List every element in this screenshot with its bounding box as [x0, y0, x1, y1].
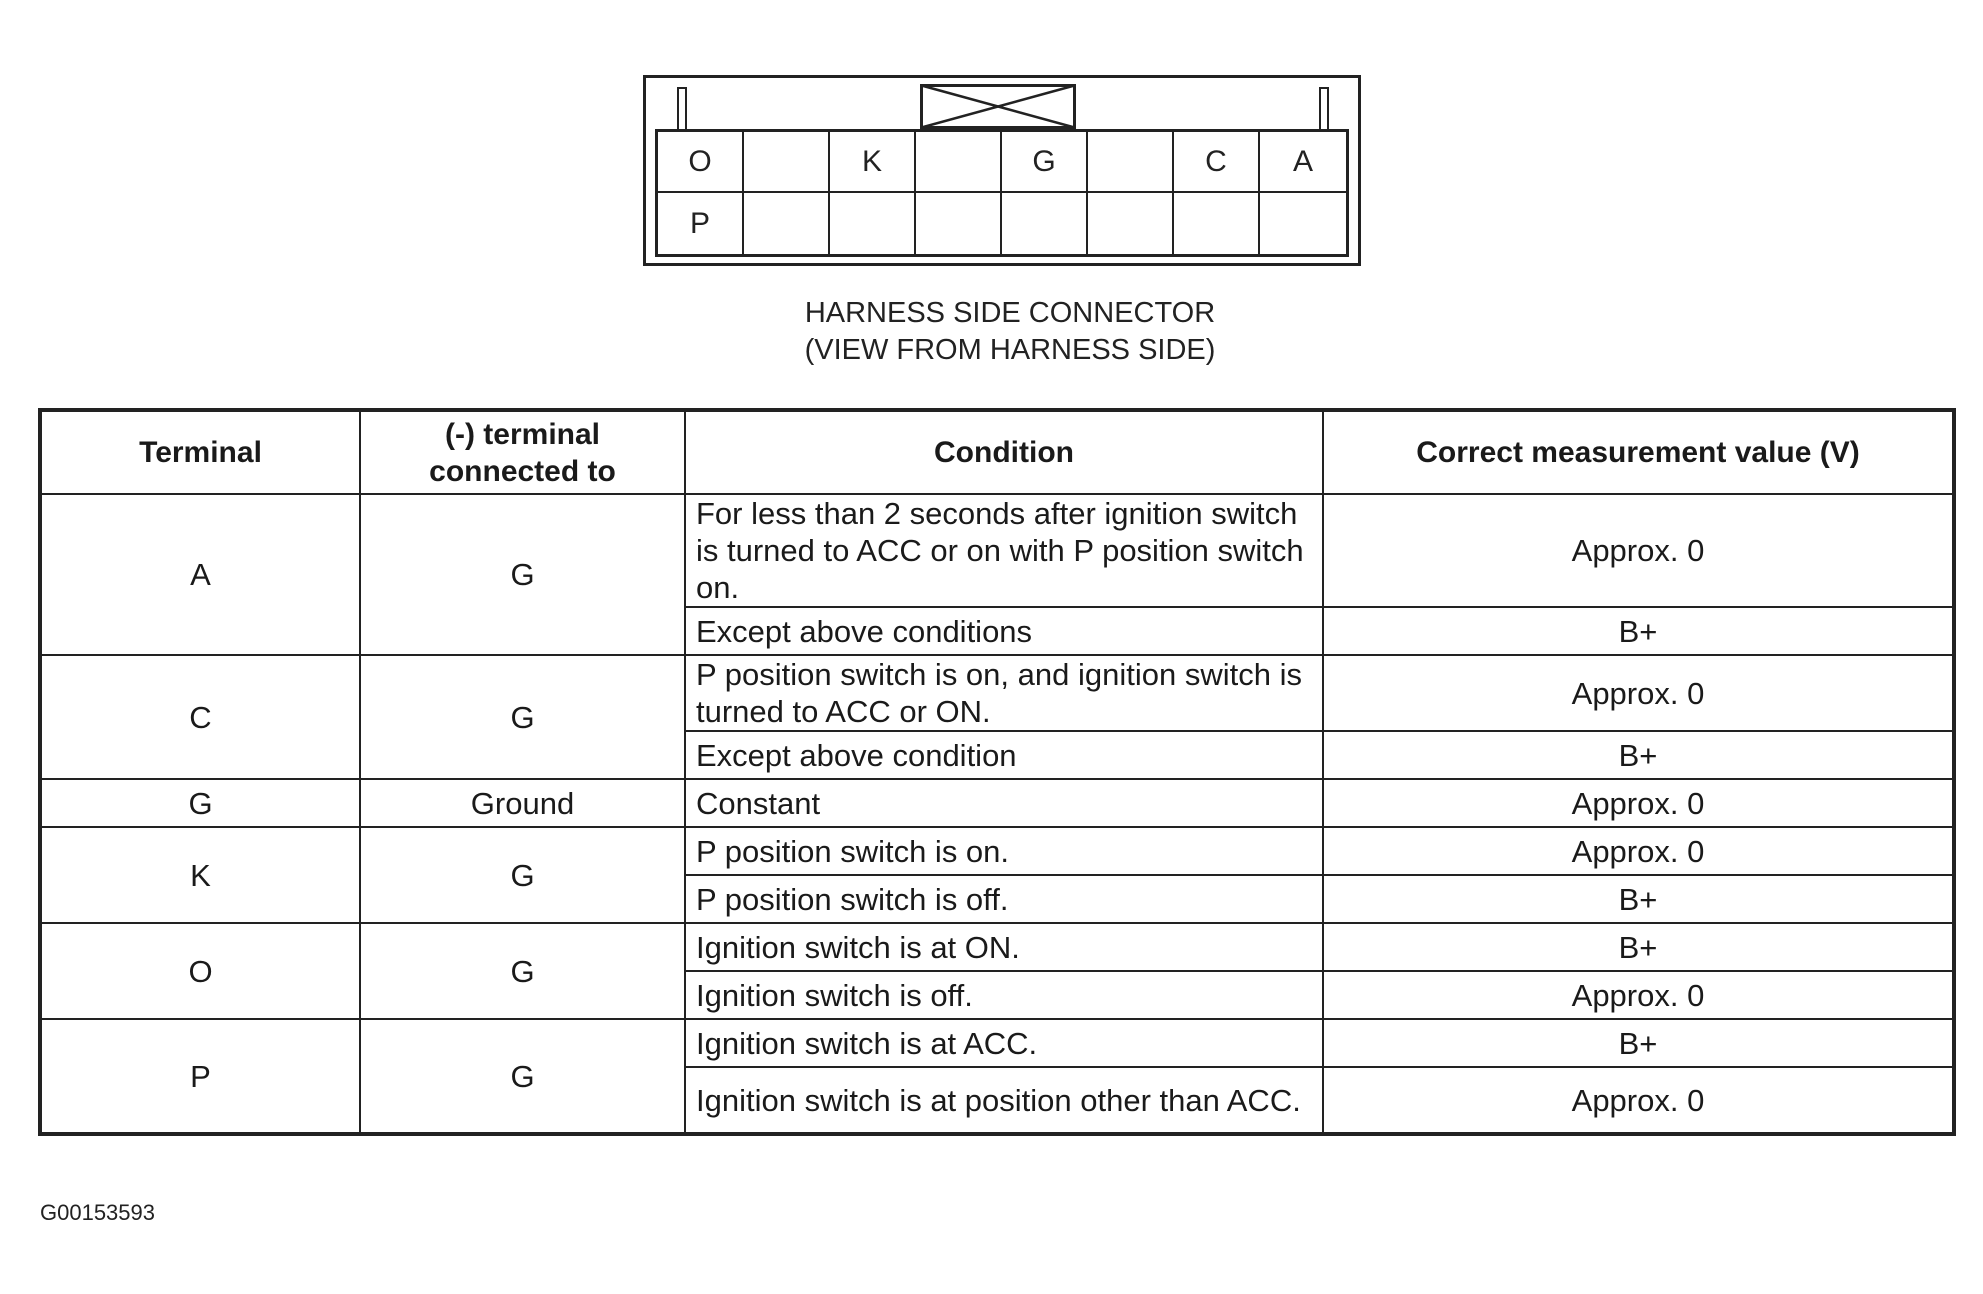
- cell-condition: Ignition switch is at ACC.: [685, 1019, 1323, 1067]
- header-negative-line1: (-) terminal: [444, 417, 600, 451]
- cell-terminal: G: [40, 779, 360, 827]
- cell-measurement-value: B+: [1323, 875, 1954, 923]
- table-header-row: [40, 410, 1954, 494]
- cell-negative-terminal: G: [360, 923, 685, 1019]
- table-body: [40, 494, 1954, 1134]
- cell-measurement-value: Approx. 0: [1323, 827, 1954, 875]
- cell-condition: Except above condition: [685, 731, 1323, 779]
- connector-pin-g: G: [1002, 132, 1088, 193]
- connector-caption-line1: HARNESS SIDE CONNECTOR: [804, 297, 1216, 329]
- header-negative-terminal: [360, 410, 685, 494]
- cell-condition: Ignition switch is at position other than ACC.: [685, 1067, 1323, 1134]
- cell-measurement-value: Approx. 0: [1323, 1067, 1954, 1134]
- connector-pin-grid: [655, 129, 1349, 257]
- connector-pin-empty: [1174, 193, 1260, 254]
- header-measurement-value: Correct measurement value (V): [1323, 410, 1954, 494]
- connector-pin-empty: [1002, 193, 1088, 254]
- connector-guide-tab-right: [1319, 87, 1329, 131]
- connector-pin-empty: [1260, 193, 1346, 254]
- header-condition: Condition: [685, 410, 1323, 494]
- connector-pin-empty: [916, 193, 1002, 254]
- connector-caption: [700, 295, 1320, 369]
- table-row: [40, 494, 1954, 607]
- cell-terminal: P: [40, 1019, 360, 1134]
- connector-pin-empty: [1088, 193, 1174, 254]
- connector-pin-a: A: [1260, 132, 1346, 193]
- connector-latch: [920, 84, 1076, 129]
- cell-condition: P position switch is on.: [685, 827, 1323, 875]
- connector-pin-empty: [744, 132, 830, 193]
- cell-negative-terminal: G: [360, 827, 685, 923]
- harness-connector-diagram: [643, 75, 1361, 266]
- cell-negative-terminal: Ground: [360, 779, 685, 827]
- cell-condition: Constant: [685, 779, 1323, 827]
- table-row: [40, 1019, 1954, 1067]
- cell-terminal: C: [40, 655, 360, 779]
- terminal-voltage-table: [38, 408, 1956, 1136]
- cell-condition: P position switch is on, and ignition switch is turned to ACC or ON.: [685, 655, 1323, 731]
- figure-id: G00153593: [40, 1200, 155, 1225]
- header-terminal: Terminal: [40, 410, 360, 494]
- cell-measurement-value: B+: [1323, 607, 1954, 655]
- connector-pin-o: O: [658, 132, 744, 193]
- cell-condition: Ignition switch is at ON.: [685, 923, 1323, 971]
- cell-measurement-value: Approx. 0: [1323, 655, 1954, 731]
- connector-pin-p: P: [658, 193, 744, 254]
- cell-negative-terminal: G: [360, 655, 685, 779]
- cell-condition: P position switch is off.: [685, 875, 1323, 923]
- connector-pin-empty: [916, 132, 1002, 193]
- connector-guide-tab-left: [677, 87, 687, 131]
- table-row: [40, 655, 1954, 731]
- cell-condition: Ignition switch is off.: [685, 971, 1323, 1019]
- connector-pin-empty: [830, 193, 916, 254]
- cell-negative-terminal: G: [360, 1019, 685, 1134]
- cell-terminal: A: [40, 494, 360, 655]
- cell-measurement-value: B+: [1323, 731, 1954, 779]
- connector-pin-empty: [1088, 132, 1174, 193]
- cell-measurement-value: B+: [1323, 1019, 1954, 1067]
- connector-caption-line2: (VIEW FROM HARNESS SIDE): [804, 334, 1216, 366]
- header-negative-line2: connected to: [429, 454, 616, 488]
- table-row: [40, 779, 1954, 827]
- cell-measurement-value: Approx. 0: [1323, 971, 1954, 1019]
- cell-condition: For less than 2 seconds after ignition switch is turned to ACC or on with P position switch on.: [685, 494, 1323, 607]
- connector-pin-empty: [744, 193, 830, 254]
- connector-pin-c: C: [1174, 132, 1260, 193]
- cell-negative-terminal: G: [360, 494, 685, 655]
- table-row: [40, 923, 1954, 971]
- cell-measurement-value: Approx. 0: [1323, 494, 1954, 607]
- table-row: [40, 827, 1954, 875]
- cell-terminal: K: [40, 827, 360, 923]
- cell-measurement-value: B+: [1323, 923, 1954, 971]
- cell-terminal: O: [40, 923, 360, 1019]
- cell-condition: Except above conditions: [685, 607, 1323, 655]
- connector-pin-k: K: [830, 132, 916, 193]
- cell-measurement-value: Approx. 0: [1323, 779, 1954, 827]
